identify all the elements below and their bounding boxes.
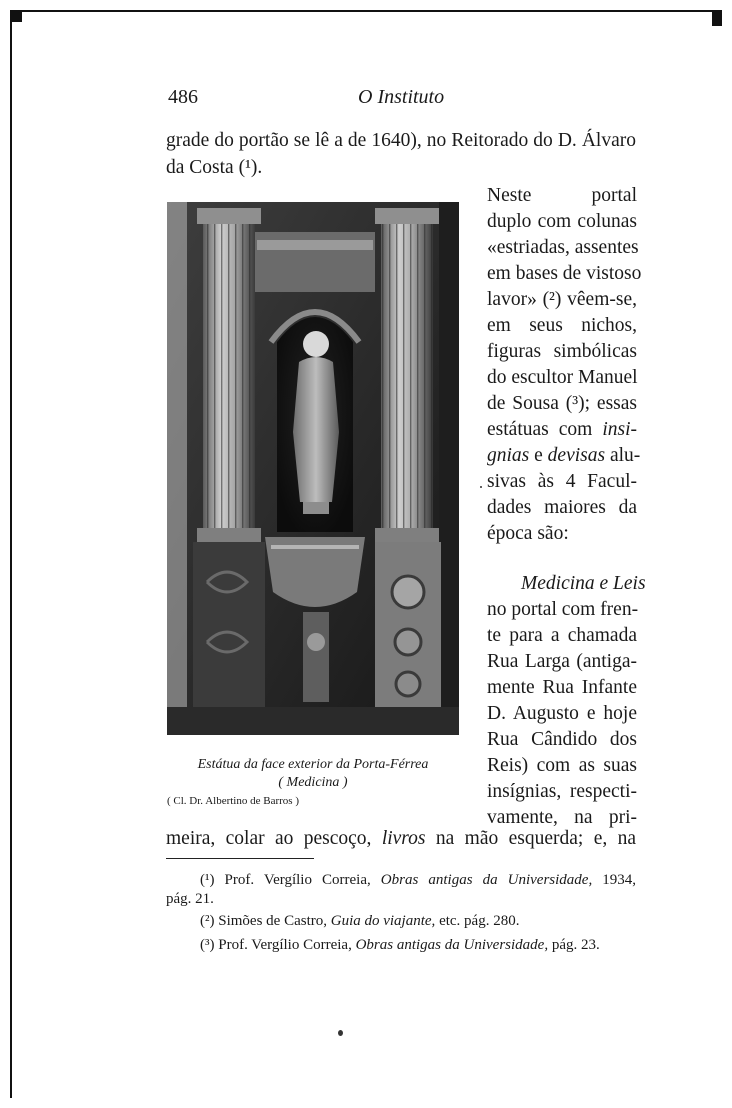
text-span: (²) Simões de Castro, [200, 913, 331, 929]
italic-span: gnias [487, 445, 530, 466]
column-line: em bases de vistoso [487, 263, 642, 284]
footnote-rule [166, 858, 314, 859]
column-line: D. Augusto e hoje [487, 703, 637, 724]
column-line: Rua Cândido dos [487, 729, 637, 750]
column-line: mente Rua Infante [487, 677, 637, 698]
column-line: «estriadas, assentes [487, 237, 639, 258]
text-span: na mão esquerda; e, na [425, 828, 636, 849]
page-number: 486 [168, 86, 198, 108]
column-line: Reis) com as suas [487, 755, 637, 776]
column-line: Rua Larga (antiga- [487, 651, 637, 672]
text-span: meira, colar ao pescoço, [166, 828, 382, 849]
column-line: dades maiores da [487, 497, 637, 518]
body-line [166, 828, 636, 850]
column-line: época são: [487, 523, 569, 544]
ink-speck [480, 486, 482, 488]
column-line: Neste portal [487, 185, 637, 206]
column-line [487, 419, 637, 441]
text-span: alu- [605, 445, 641, 466]
italic-span: Obras antigas da Universidade, [380, 872, 593, 888]
italic-span: insi- [602, 419, 637, 440]
body-line: da Costa (¹). [166, 157, 263, 178]
text-span: estátuas com [487, 419, 603, 440]
ink-speck [338, 1030, 343, 1036]
text-span: pág. 23. [548, 937, 600, 953]
text-span: e [529, 445, 548, 466]
italic-span: Obras antigas da Universidade, [355, 937, 549, 953]
column-line: do escultor Manuel [487, 367, 638, 388]
caption-line: ( Medicina ) [278, 775, 348, 790]
footnote-3 [200, 937, 600, 954]
caption-line: Estátua da face exterior da Porta-Férrea [197, 757, 429, 772]
text-span: 1934, [592, 872, 637, 888]
column-line: vamente, na pri- [487, 807, 637, 828]
column-line: te para a chamada [487, 625, 637, 646]
footnote-2 [200, 913, 519, 930]
column-line [487, 445, 641, 467]
column-line: em seus nichos, [487, 315, 637, 336]
italic-span: devisas [547, 445, 606, 466]
scan-corner-mark [712, 12, 722, 26]
italic-span: Guia do viajante, [330, 913, 436, 929]
column-line: figuras simbólicas [487, 341, 637, 362]
running-title: O Instituto [358, 86, 445, 108]
statue-photograph [167, 202, 459, 735]
scan-corner-mark-left [12, 12, 22, 22]
body-line: grade do portão se lê a de 1640), no Reitorado do D. Álvaro [166, 130, 636, 151]
italic-span: livros [381, 828, 426, 849]
footnote-1 [200, 872, 636, 889]
footnote-1-continuation: pág. 21. [166, 891, 214, 907]
column-line: de Sousa (³); essas [487, 393, 637, 414]
figure-caption [170, 756, 456, 792]
column-line: no portal com fren- [487, 599, 639, 620]
text-span: (³) Prof. Vergílio Correia, [200, 937, 356, 953]
column-line: insígnias, respecti- [487, 781, 637, 802]
column-line: duplo com colunas [487, 211, 637, 232]
column-line: lavor» (²) vêem-se, [487, 289, 637, 310]
text-span: (¹) Prof. Vergílio Correia, [200, 872, 381, 888]
column-line: sivas às 4 Facul- [487, 471, 637, 492]
section-lead: Medicina e Leis [521, 573, 646, 594]
text-span: etc. pág. 280. [435, 913, 520, 929]
photo-credit: ( Cl. Dr. Albertino de Barros ) [167, 795, 299, 807]
